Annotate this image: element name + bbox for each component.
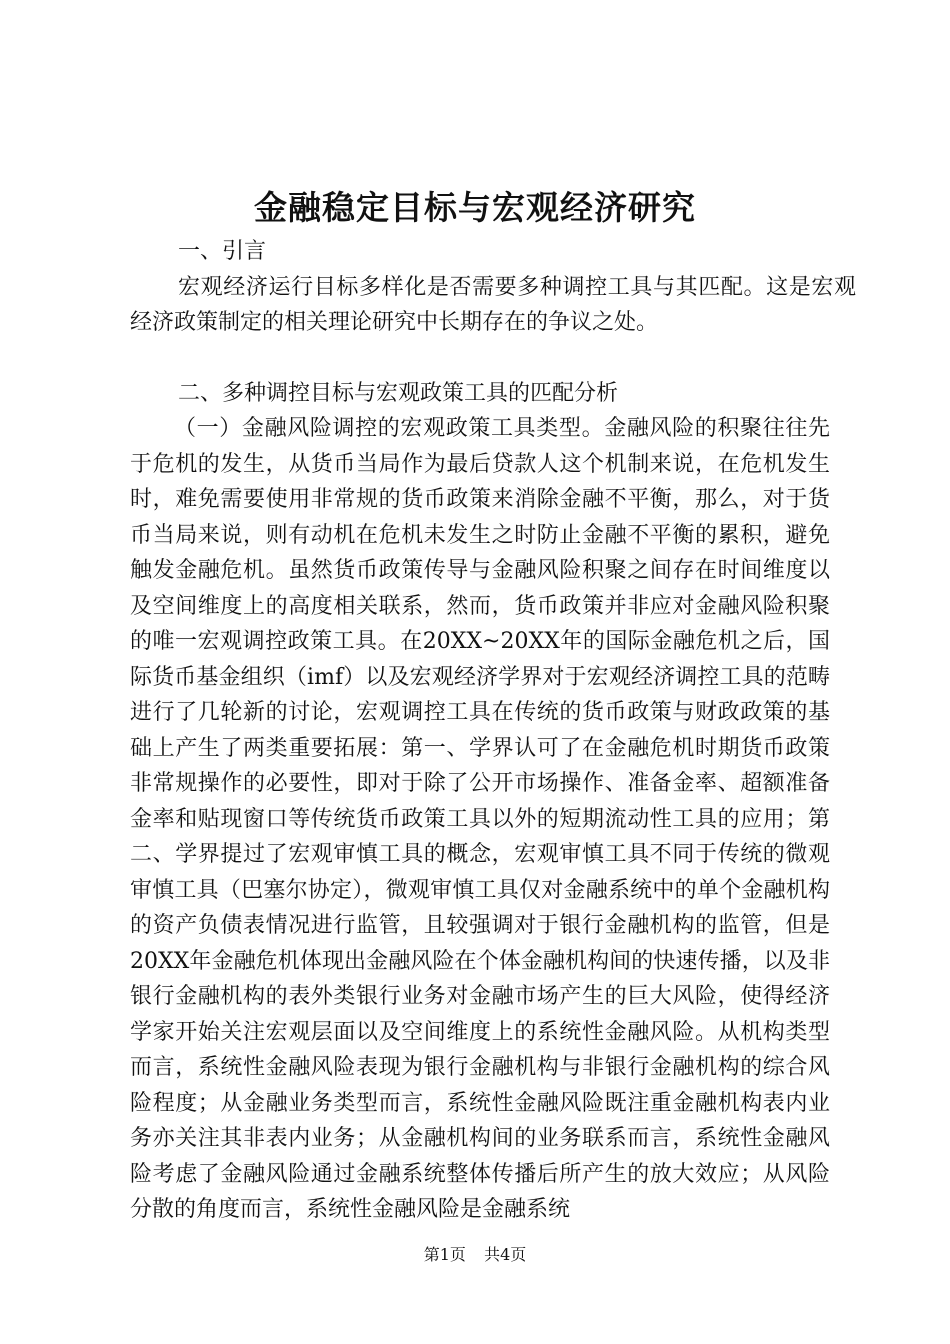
paragraph-intro: 宏观经济运行目标多样化是否需要多种调控工具与其匹配。这是宏观经济政策制定的相关理论研究中长期存在的争议之处。 xyxy=(130,274,856,335)
section-heading-analysis: 二、多种调控目标与宏观政策工具的匹配分析 xyxy=(178,380,619,406)
document-body xyxy=(130,234,856,1228)
paragraph-analysis: （一）金融风险调控的宏观政策工具类型。金融风险的积聚往往先于危机的发生，从货币当局作为最后贷款人这个机制来说，在危机发生时，难免需要使用非常规的货币政策来消除金融不平衡，那么，对于货币当局来说，则有动机在危机未发生之时防止金融不平衡的累积，避免触发金融危机。虽然货币政策传导与金融风险积聚之间存在时间维度以及空间维度上的高度相关联系，然而，货币政策并非应对金融风险积聚的唯一宏观调控政策工具。在20XX~20XX年的国际金融危机之后，国际货币基金组织（imf）以及宏观经济学界对于宏观经济调控工具的范畴进行了几轮新的讨论，宏观调控工具在传统的货币政策与财政政策的基础上产生了两类重要拓展：第一、学界认可了在金融危机时期货币政策非常规操作的必要性，即对于除了公开市场操作、准备金率、超额准备金率和贴现窗口等传统货币政策工具以外的短期流动性工具的应用；第二、学界提过了宏观审慎工具的概念，宏观审慎工具不同于传统的微观审慎工具（巴塞尔协定），微观审慎工具仅对金融系统中的单个金融机构的资产负债表情况进行监管，且较强调对于银行金融机构的监管，但是20XX年金融危机体现出金融风险在个体金融机构间的快速传播，以及非银行金融机构的表外类银行业务对金融市场产生的巨大风险，使得经济学家开始关注宏观层面以及空间维度上的系统性金融风险。从机构类型而言，系统性金融风险表现为银行金融机构与非银行金融机构的综合风险程度；从金融业务类型而言，系统性金融风险既注重金融机构表内业务亦关注其非表内业务；从金融机构间的业务联系而言，系统性金融风险考虑了金融风险通过金融系统整体传播后所产生的放大效应；从风险分散的角度而言，系统性金融风险是金融系统 xyxy=(130,416,830,1222)
page-footer xyxy=(0,1243,950,1267)
page-total: 共4页 xyxy=(484,1245,527,1264)
section-heading-intro: 一、引言 xyxy=(178,239,267,264)
document-title: 金融稳定目标与宏观经济研究 xyxy=(254,188,696,227)
page-number: 第1页 xyxy=(423,1245,466,1264)
paragraph-spacer xyxy=(130,341,830,376)
